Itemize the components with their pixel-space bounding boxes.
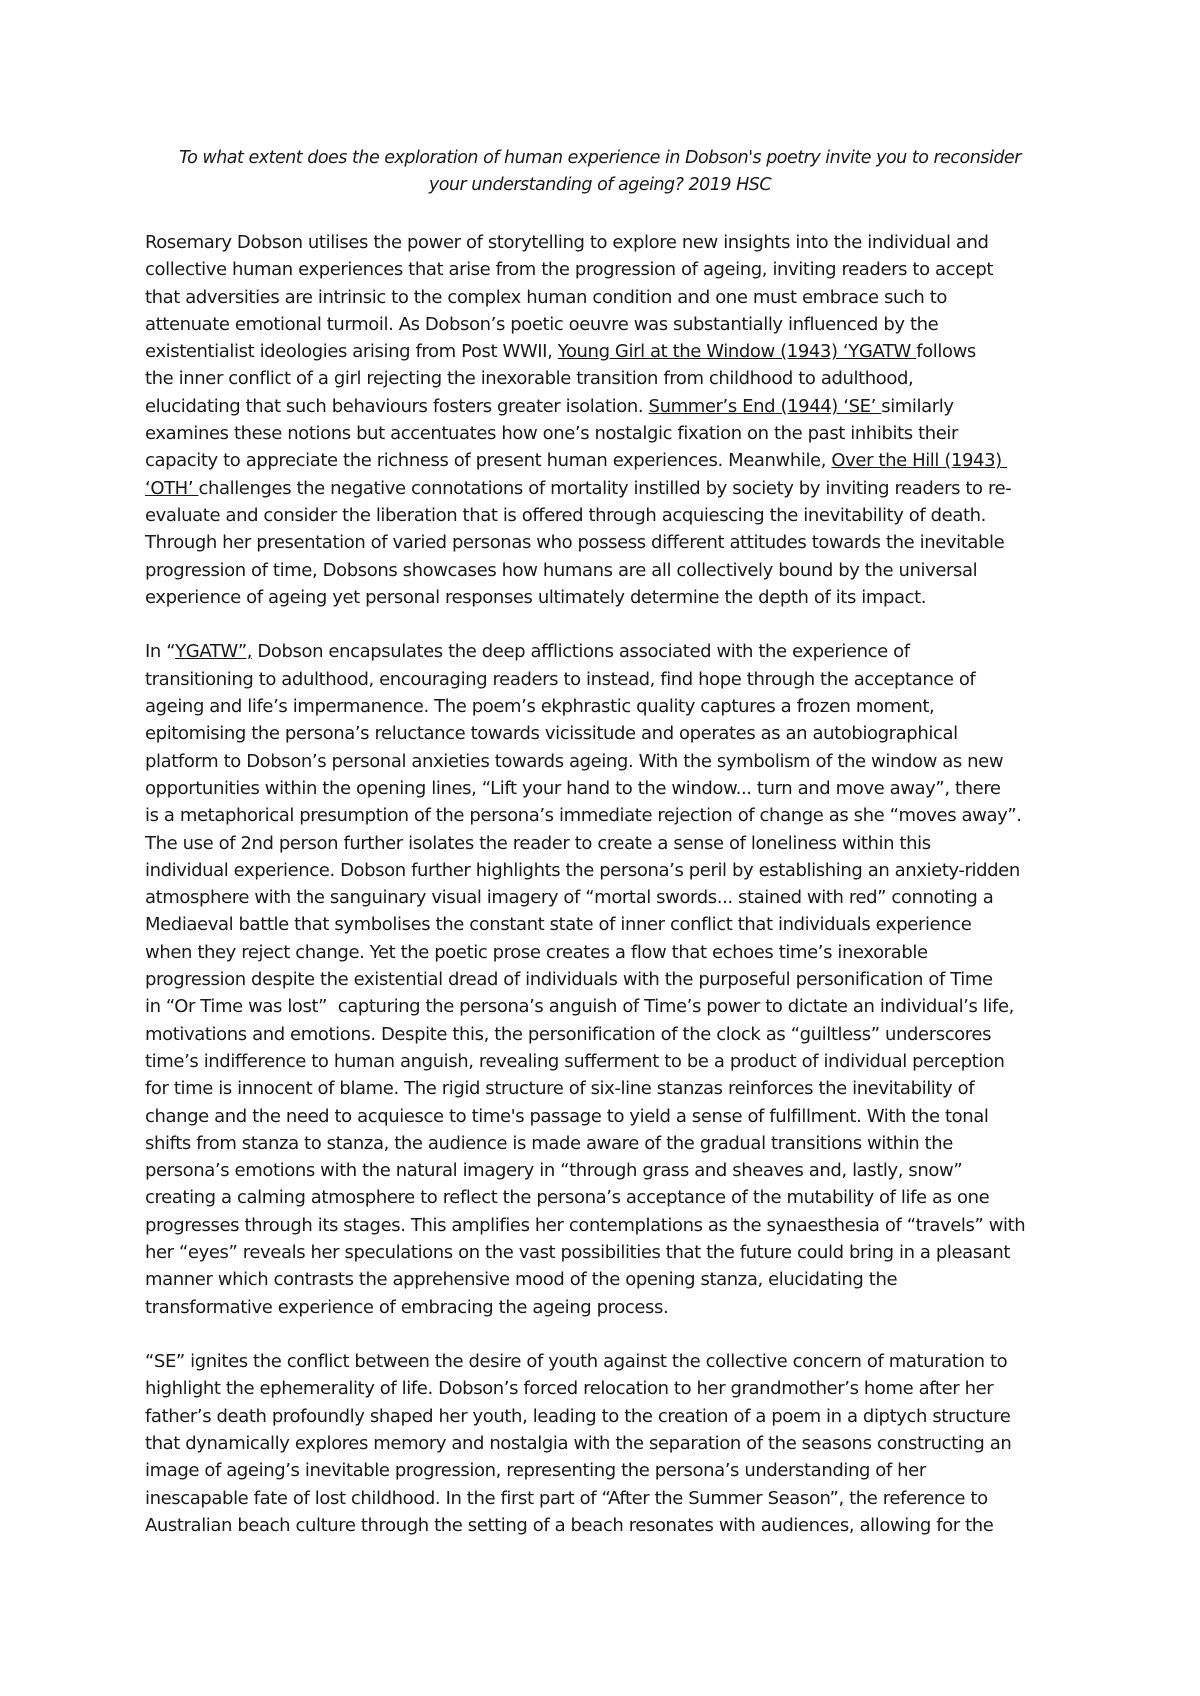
text-segment: capacity to appreciate the richness of present human experiences. Meanwhile,	[145, 450, 832, 472]
text-line	[145, 911, 1075, 938]
text-line	[145, 1239, 1075, 1266]
text-segment: creating a calming atmosphere to reflect the persona’s acceptance of the mutability of life as one	[145, 1187, 990, 1209]
text-line	[145, 338, 1075, 365]
text-line	[145, 720, 1075, 747]
text-segment: when they reject change. Yet the poetic prose creates a flow that echoes time’s inexorable	[145, 941, 928, 963]
underlined-text: YGATW”,	[175, 641, 253, 663]
text-line	[145, 1021, 1075, 1048]
text-segment: experience of ageing yet personal responses ultimately determine the depth of its impact.	[145, 586, 927, 608]
text-line	[145, 256, 1075, 283]
text-line	[145, 693, 1075, 720]
text-segment: time’s indifference to human anguish, revealing sufferment to be a product of individual perception	[145, 1050, 1005, 1072]
underlined-text: ‘OTH’	[145, 477, 199, 499]
text-segment: “SE” ignites the conflict between the desire of youth against the collective concern of maturation to	[145, 1351, 1008, 1373]
text-segment: highlight the ephemerality of life. Dobson’s forced relocation to her grandmother’s home after her	[145, 1378, 994, 1400]
text-line	[145, 1130, 1075, 1157]
text-line	[145, 311, 1075, 338]
text-segment: similarly	[881, 395, 954, 417]
text-line	[145, 939, 1075, 966]
text-segment: attenuate emotional turmoil. As Dobson’s poetic oeuvre was substantially influenced by the	[145, 313, 939, 335]
text-line	[145, 475, 1075, 502]
text-line	[145, 1212, 1075, 1239]
text-segment: shifts from stanza to stanza, the audience is made aware of the gradual transitions within the	[145, 1132, 953, 1154]
text-line	[145, 1294, 1075, 1321]
text-segment: atmosphere with the sanguinary visual imagery of “mortal swords... stained with red” connoting a	[145, 887, 994, 909]
text-line	[145, 420, 1075, 447]
text-segment: ageing and life’s impermanence. The poem’s ekphrastic quality captures a frozen moment,	[145, 696, 935, 718]
underlined-text: Young Girl at the Window (1943) ‘YGATW	[557, 341, 917, 363]
text-line	[145, 775, 1075, 802]
essay-body	[145, 229, 1075, 1567]
text-line	[145, 1375, 1075, 1402]
text-line	[145, 830, 1075, 857]
text-line	[145, 884, 1075, 911]
text-segment: individual experience. Dobson further highlights the persona’s peril by establishing an anxiety-ridden	[145, 859, 1020, 881]
text-segment: progresses through its stages. This amplifies her contemplations as the synaesthesia of “travels” with	[145, 1214, 1026, 1236]
text-segment: progression despite the existential dread of individuals with the purposeful personification of Time	[145, 969, 993, 991]
title-line: To what extent does the exploration of human experience in Dobson's poetry invite you to reconsider	[179, 148, 1021, 168]
text-segment: Dobson encapsulates the deep afflictions associated with the experience of	[252, 641, 910, 663]
text-line	[145, 638, 1075, 665]
text-segment: the inner conflict of a girl rejecting the inexorable transition from childhood to adulthood,	[145, 368, 914, 390]
text-line	[145, 502, 1075, 529]
text-line	[145, 993, 1075, 1020]
text-line	[145, 229, 1075, 256]
text-line	[145, 1048, 1075, 1075]
text-line	[145, 1266, 1075, 1293]
essay-paragraph	[145, 638, 1075, 1320]
text-segment: manner which contrasts the apprehensive mood of the opening stanza, elucidating the	[145, 1269, 898, 1291]
text-line	[145, 365, 1075, 392]
text-segment: The use of 2nd person further isolates the reader to create a sense of loneliness within this	[145, 832, 931, 854]
text-line	[145, 1348, 1075, 1375]
text-segment: platform to Dobson’s personal anxieties towards ageing. With the symbolism of the window as new	[145, 750, 1004, 772]
underlined-text: Over the Hill (1943)	[831, 450, 1008, 472]
text-line	[145, 284, 1075, 311]
text-line	[145, 748, 1075, 775]
text-line	[145, 1457, 1075, 1484]
text-segment: challenges the negative connotations of mortality instilled by society by inviting readers to re-	[198, 477, 1012, 499]
text-segment: follows	[916, 341, 976, 363]
text-line	[145, 1512, 1075, 1539]
underlined-text: Summer’s End (1944) ‘SE’	[648, 395, 882, 417]
text-segment: collective human experiences that arise from the progression of ageing, inviting readers to accept	[145, 259, 994, 281]
text-line	[145, 966, 1075, 993]
text-line	[145, 1403, 1075, 1430]
text-segment: Mediaeval battle that symbolises the constant state of inner conflict that individuals experience	[145, 914, 972, 936]
text-segment: elucidating that such behaviours fosters greater isolation.	[145, 395, 649, 417]
text-segment: epitomising the persona’s reluctance towards vicissitude and operates as an autobiographical	[145, 723, 958, 745]
text-segment: progression of time, Dobsons showcases how humans are all collectively bound by the universal	[145, 559, 978, 581]
text-line	[145, 1157, 1075, 1184]
text-segment: In “	[145, 641, 176, 663]
title-line: your understanding of ageing? 2019 HSC	[428, 175, 772, 195]
text-segment: that adversities are intrinsic to the complex human condition and one must embrace such to	[145, 286, 948, 308]
text-segment: inescapable fate of lost childhood. In the first part of “After the Summer Season”, the reference to	[145, 1487, 988, 1509]
text-segment: her “eyes” reveals her speculations on the vast possibilities that the future could bring in a pleasant	[145, 1241, 1011, 1263]
text-segment: evaluate and consider the liberation that is offered through acquiescing the inevitability of death.	[145, 504, 986, 526]
text-segment: motivations and emotions. Despite this, the personification of the clock as “guiltless” underscores	[145, 1023, 992, 1045]
text-line	[145, 529, 1075, 556]
text-line	[145, 1184, 1075, 1211]
text-segment: persona’s emotions with the natural imagery in “through grass and sheaves and, lastly, snow”	[145, 1160, 963, 1182]
text-segment: transitioning to adulthood, encouraging readers to instead, find hope through the acceptance of	[145, 668, 976, 690]
text-line	[145, 393, 1075, 420]
text-segment: image of ageing’s inevitable progression, representing the persona’s understanding of her	[145, 1460, 926, 1482]
text-segment: that dynamically explores memory and nostalgia with the separation of the seasons constructing an	[145, 1433, 1012, 1455]
text-line	[145, 1103, 1075, 1130]
text-segment: existentialist ideologies arising from Post WWII,	[145, 341, 558, 363]
text-line	[145, 1075, 1075, 1102]
text-segment: for time is innocent of blame. The rigid structure of six-line stanzas reinforces the inevitability of	[145, 1078, 975, 1100]
text-segment: Rosemary Dobson utilises the power of storytelling to explore new insights into the individual and	[145, 232, 989, 253]
text-line	[145, 802, 1075, 829]
text-line	[145, 1430, 1075, 1457]
text-segment: is a metaphorical presumption of the persona’s immediate rejection of change as she “moves away”.	[145, 805, 1022, 827]
essay-question-title	[130, 145, 1070, 199]
text-line	[145, 857, 1075, 884]
text-line	[145, 666, 1075, 693]
text-segment: change and the need to acquiesce to time's passage to yield a sense of fulfillment. With the tonal	[145, 1105, 989, 1127]
text-line	[145, 1485, 1075, 1512]
essay-paragraph	[145, 1348, 1075, 1539]
text-segment: Australian beach culture through the setting of a beach resonates with audiences, allowing for the	[145, 1514, 994, 1536]
text-segment: in “Or Time was lost” capturing the persona’s anguish of Time’s power to dictate an individual’s life,	[145, 996, 1014, 1018]
essay-paragraph	[145, 229, 1075, 611]
text-segment: Through her presentation of varied personas who possess different attitudes towards the inevitable	[145, 532, 1005, 554]
text-segment: father’s death profoundly shaped her youth, leading to the creation of a poem in a diptych structure	[145, 1405, 1011, 1427]
text-segment: examines these notions but accentuates how one’s nostalgic fixation on the past inhibits their	[145, 423, 959, 445]
text-line	[145, 584, 1075, 611]
text-line	[145, 557, 1075, 584]
text-segment: transformative experience of embracing the ageing process.	[145, 1296, 669, 1318]
text-line	[145, 447, 1075, 474]
text-segment: opportunities within the opening lines, “Lift your hand to the window... turn and move away”, there	[145, 777, 1001, 799]
